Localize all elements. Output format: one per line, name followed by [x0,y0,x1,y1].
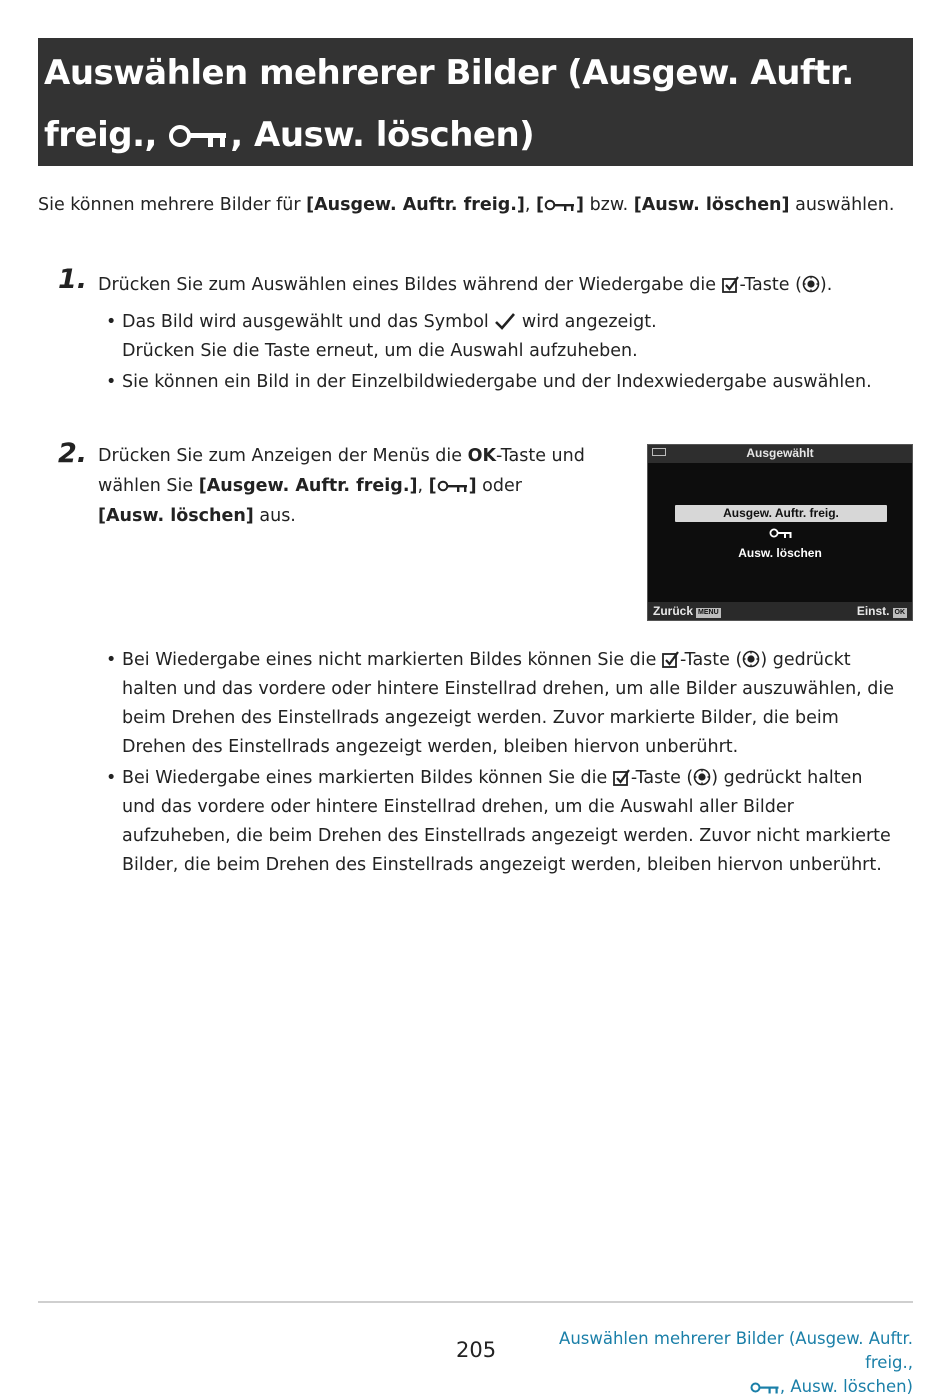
title-part3: , Ausw. löschen) [230,115,535,155]
set-hint[interactable] [857,604,907,618]
protect-key-icon [544,199,576,213]
intro-paragraph [38,193,918,217]
bullet-text: Bei Wiedergabe eines nicht markierten Bildes können Sie die [122,650,662,670]
list-item [98,646,900,762]
menu-button-tag: MENU [698,609,719,616]
protect-key-icon [437,480,469,494]
protect-key-icon[interactable] [769,528,793,540]
bullet-text: ) gedrückt halten und das vordere oder hintere Einstellrad drehen, um die Auswahl aller Bilder aufzuheben, die beim Drehen des Einstellrads angezeigt werden. Zuvor nicht markierte Bilder, die beim Drehen des Einstellrads angezeigt werden, bleiben hiervon unberührt. [122,768,891,875]
list-item [98,368,898,397]
bracket-open: [ [536,195,545,215]
ok-button-tag: OK [894,609,905,616]
bullet-text: Das Bild wird ausgewählt und das Symbol [122,312,495,332]
step-2-text-part: , [417,476,429,496]
bullet-text: -Taste ( [679,650,743,670]
dial-button-icon [693,768,711,786]
step-number-1: 1. [58,264,88,295]
section-link-line1: Auswählen mehrerer Bilder (Ausgew. Auftr. freig., [559,1329,913,1372]
bullet-text: -Taste ( [630,768,694,788]
step-2-text-part: -Taste und wählen Sie [98,446,585,496]
dial-button-icon [742,650,760,668]
bullet-text: Sie können ein Bild in der Einzelbildwiedergabe und der Indexwiedergabe auswählen. [122,372,872,392]
step-2-bullets [98,646,900,882]
step-2-text [98,441,588,531]
title-part2: freig., [44,115,157,155]
list-item [98,764,900,880]
bullet-text: ) gedrückt halten und das vordere oder hintere Einstellrad drehen, um alle Bilder auszuwählen, die beim Drehen des Einstellrads angezeigt werden. Zuvor markierte Bilder, die beim Drehen des Einstellrads angezeigt werden, bleiben hiervon unberührt. [122,650,895,757]
step-1-text-post: ). [819,275,833,295]
ok-button-label: OK [467,446,497,466]
intro-text: Sie können mehrere Bilder für [38,195,307,215]
back-label: Zurück [653,604,694,618]
checkbox-button-icon [662,650,680,668]
step-1-bullets [98,308,898,399]
step-1-text-pre: Drücken Sie zum Auswählen eines Bildes während der Wiedergabe die [98,275,722,295]
step-2-text-part: aus. [253,506,296,526]
step-2-text-part: Drücken Sie zum Anzeigen der Menüs die [98,446,468,466]
intro-bold-1: [Ausgew. Auftr. freig.] [306,195,525,215]
section-link[interactable] [513,1327,913,1399]
intro-text-3: auswählen. [789,195,895,215]
bullet-text: wird angezeigt. [516,312,657,332]
title-part1: Auswählen mehrerer Bilder (Ausgew. Auftr. [44,53,854,93]
intro-bold-3: [Ausw. löschen] [633,195,790,215]
back-hint[interactable] [653,604,721,618]
list-item [98,308,898,366]
camera-screen-header [648,445,912,463]
camera-screen-footer [648,602,912,620]
set-label: Einst. [856,604,890,618]
page-number: 205 [456,1338,497,1362]
footer-divider [38,1301,913,1303]
step-2-bold-1: [Ausgew. Auftr. freig.] [198,476,418,496]
protect-key-icon [168,123,230,151]
section-link-line2: , Ausw. löschen) [779,1377,913,1396]
checkbox-button-icon [613,768,631,786]
step-2-bold-3: [Ausw. löschen] [98,506,254,526]
bracket-close: ] [468,476,477,496]
menu-option-selected[interactable]: Ausgew. Auftr. freig. [675,505,887,522]
intro-text-2: bzw. [584,195,634,215]
checkmark-icon [494,312,516,330]
checkbox-button-icon [722,275,740,293]
bullet-text: Bei Wiedergabe eines markierten Bildes können Sie die [122,768,613,788]
bracket-close: ] [576,195,585,215]
step-number-2: 2. [58,438,88,469]
camera-screen-title: Ausgewählt [746,446,814,460]
page-title-bar [38,38,913,166]
step-2-text-part: oder [476,476,522,496]
page-title [44,42,905,166]
step-1-text [98,270,832,300]
menu-option[interactable]: Ausw. löschen [738,546,822,560]
bullet-text: Drücken Sie die Taste erneut, um die Auswahl aufzuheben. [122,341,638,361]
step-1-text-mid: -Taste ( [739,275,802,295]
protect-key-icon [750,1382,780,1395]
bracket-open: [ [428,476,437,496]
dial-button-icon [802,275,820,293]
camera-menu-screen [647,444,913,621]
intro-sep: , [524,195,537,215]
